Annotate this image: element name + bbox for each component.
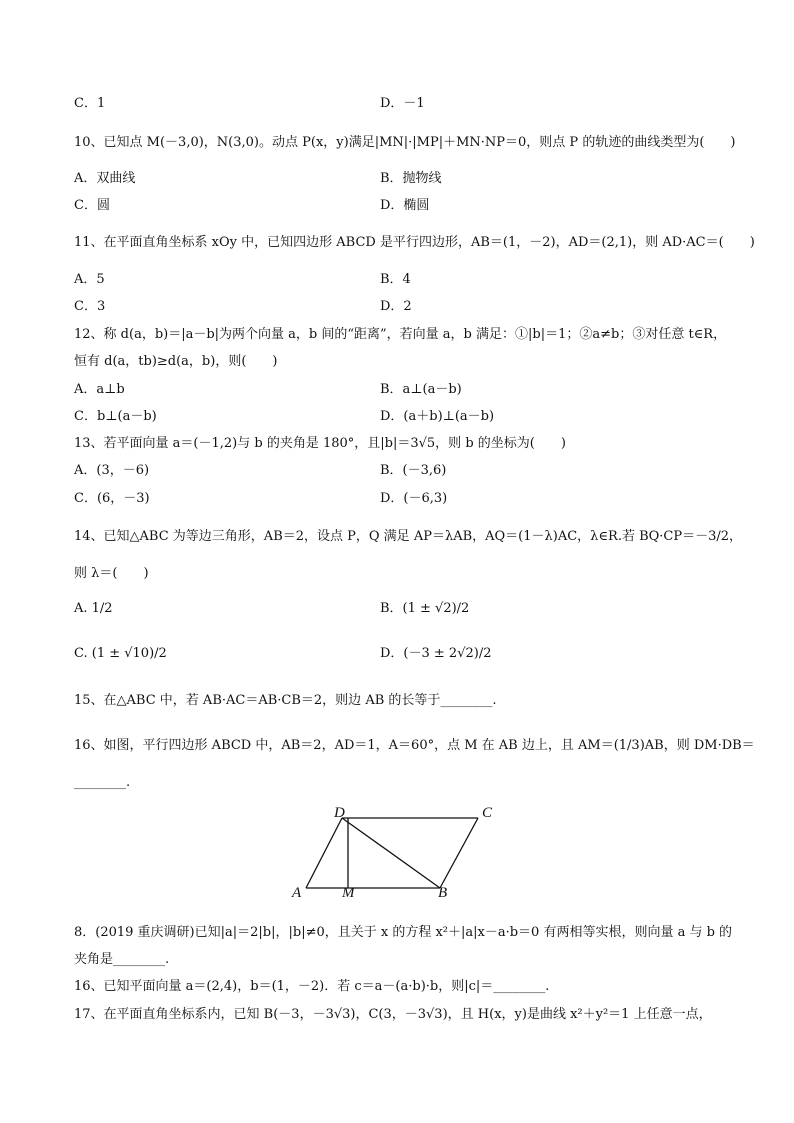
option-d: D．－1 (380, 96, 425, 111)
question-11-stem: 11、在平面直角坐标系 xOy 中，已知四边形 ABCD 是平行四边形，AB＝(1，－2)，AD＝(2,1)，则 AD·AC＝( ) (74, 235, 755, 250)
q10-option-a: A．双曲线 (74, 171, 136, 186)
question-10-stem: 10、已知点 M(－3,0)，N(3,0)。动点 P(x，y)满足|MN|·|MP|＋MN·NP＝0，则点 P 的轨迹的曲线类型为( ) (74, 135, 736, 150)
q13-option-c: C．(6，－3) (74, 491, 150, 506)
q10-option-c: C．圆 (74, 198, 110, 213)
q14-option-d: D．(－3 ± 2√2)/2 (380, 646, 492, 661)
diagonal-db (342, 818, 440, 888)
label-c: C (482, 806, 493, 821)
question-8-stem-2: 夹角是________. (74, 952, 170, 967)
q13-option-a: A．(3，－6) (74, 463, 150, 478)
q13-option-b: B．(－3,6) (380, 463, 447, 478)
question-14-stem-2: 则 λ＝( ) (74, 566, 149, 581)
q12-option-c: C．b⊥(a－b) (74, 409, 157, 424)
question-13-stem: 13、若平面向量 a＝(－1,2)与 b 的夹角是 180°，且|b|＝3√5，则 b 的坐标为( ) (74, 436, 566, 451)
q11-option-d: D．2 (380, 299, 412, 314)
q12-option-a: A．a⊥b (74, 382, 125, 397)
q10-option-d: D．椭圆 (380, 198, 430, 213)
option-c: C．1 (74, 96, 106, 111)
q14-option-a: A. 1/2 (74, 601, 113, 616)
q11-option-b: B．4 (380, 272, 411, 287)
label-d: D (334, 806, 345, 821)
label-m: M (342, 885, 355, 898)
question-17-stem: 17、在平面直角坐标系内，已知 B(－3，－3√3)，C(3，－3√3)，且 H(x，y)是曲线 x²＋y²＝1 上任意一点， (74, 1007, 712, 1022)
edge-cb (440, 818, 478, 888)
q12-option-b: B．a⊥(a－b) (380, 382, 462, 397)
question-16b-stem: 16、已知平面向量 a＝(2,4)，b＝(1，－2)．若 c＝a－(a·b)·b，则|c|＝________. (74, 979, 550, 994)
q11-option-c: C．3 (74, 299, 106, 314)
question-16-stem-2: ________. (74, 775, 131, 790)
label-a: A (292, 885, 302, 898)
question-16-stem-1: 16、如图，平行四边形 ABCD 中，AB＝2，AD＝1，A＝60°，点 M 在 AB 边上，且 AM＝(1/3)AB，则 DM·DB＝ (74, 738, 755, 753)
q10-option-b: B．抛物线 (380, 171, 442, 186)
question-8-stem-1: 8．(2019 重庆调研)已知|a|＝2|b|，|b|≠0，且关于 x 的方程 x²＋|a|x－a·b＝0 有两相等实根，则向量 a 与 b 的 (74, 925, 733, 940)
question-14-stem-1: 14、已知△ABC 为等边三角形，AB＝2，设点 P，Q 满足 AP＝λAB，AQ＝(1－λ)AC，λ∈R.若 BQ·CP＝－3/2， (74, 529, 743, 544)
edge-ad (306, 818, 342, 888)
q13-option-d: D．(－6,3) (380, 491, 448, 506)
q12-option-d: D．(a＋b)⊥(a－b) (380, 409, 495, 424)
label-b: B (438, 885, 448, 898)
q14-option-b: B．(1 ± √2)/2 (380, 601, 470, 616)
question-12-stem-2: 恒有 d(a，tb)≥d(a，b)，则( ) (74, 354, 278, 369)
parallelogram-diagram (286, 806, 506, 898)
q11-option-a: A．5 (74, 272, 105, 287)
question-12-stem-1: 12、称 d(a，b)＝|a－b|为两个向量 a，b 间的“距离”，若向量 a，b 满足：①|b|＝1；②a≠b；③对任意 t∈R， (74, 327, 727, 342)
q14-option-c: C. (1 ± √10)/2 (74, 646, 167, 661)
question-15-stem: 15、在△ABC 中，若 AB·AC＝AB·CB＝2，则边 AB 的长等于________. (74, 693, 497, 708)
